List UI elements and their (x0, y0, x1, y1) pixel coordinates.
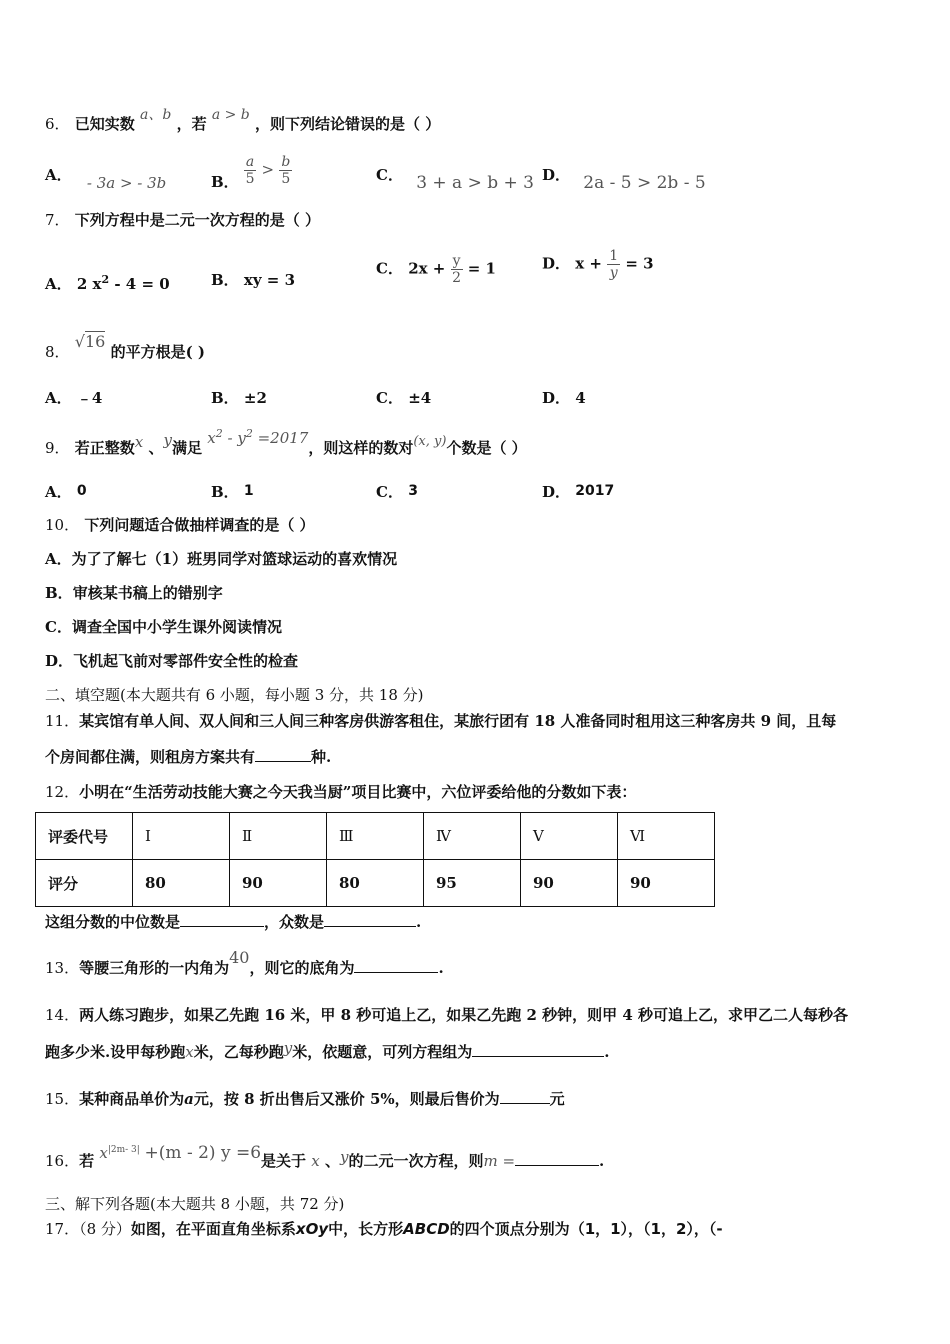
q8-number: 8． (45, 343, 70, 361)
frac-numerator: a (245, 154, 255, 170)
table-cell: 90 (521, 860, 618, 907)
q9-var-y: y (163, 431, 172, 449)
q16-var-m: m = (483, 1152, 516, 1170)
option-text: 为了了解七（1）班男同学对篮球运动的喜欢情况 (71, 550, 398, 568)
q6-option-b (211, 154, 292, 191)
q7-option-c-pre: 2x + (408, 259, 451, 278)
section-2-heading: 二、填空题(本大题共有 6 小题，每小题 3 分，共 18 分) (45, 686, 424, 704)
option-text: 4 (575, 389, 586, 407)
q17-xoy: xOy (295, 1220, 329, 1238)
q14-answer-blank[interactable] (472, 1042, 604, 1057)
q8-option-c (376, 388, 431, 408)
eq-rest: +(m - 2) y =6 (144, 1143, 262, 1163)
q7-option-b (211, 270, 295, 290)
table-cell: 95 (424, 860, 521, 907)
q14-line1 (45, 1005, 848, 1025)
q13-number: 13． (45, 959, 80, 977)
q11-text-2a: 个房间都住满，则租房方案共有 (45, 748, 256, 766)
q7-option-b-expr: xy = 3 (243, 271, 296, 289)
q9-option-a (45, 480, 87, 501)
q17-coords: （1，1），（1，2），（- (569, 1220, 723, 1238)
option-label: B． (211, 389, 239, 407)
option-label: D． (542, 254, 571, 273)
q16-mid2: 的二元一次方程，则 (348, 1152, 484, 1170)
frac-numerator: b (281, 154, 291, 170)
q6-option-c (376, 165, 534, 193)
q16-equation (99, 1144, 261, 1162)
table-cell: 80 (327, 860, 424, 907)
frac-denominator: y (609, 265, 618, 281)
eq-y-sup: 2 (245, 427, 253, 440)
q9-number: 9． (45, 439, 70, 457)
q16-end: . (599, 1152, 605, 1170)
option-text: 0 (76, 483, 87, 499)
q10-option-b (45, 583, 223, 603)
q12-mode-blank[interactable] (324, 912, 416, 927)
q6-option-b-frac1 (244, 154, 256, 187)
q12-after-c: . (416, 913, 422, 931)
q15-number: 15． (45, 1090, 80, 1108)
q6-post: ，则下列结论错误的是（ ） (255, 115, 441, 133)
q15-pre: 某种商品单价为 (79, 1090, 185, 1108)
q6-stem (45, 107, 441, 135)
q10-option-c (45, 617, 282, 637)
table-cell: 90 (618, 860, 715, 907)
q9-pair: (x, y) (413, 434, 447, 449)
q13-post: ，则它的底角为 (249, 959, 355, 977)
eq-exponent: |2m- 3| (107, 1145, 140, 1155)
eq-x-sup: 2 (215, 427, 223, 440)
option-label: C． (376, 259, 403, 278)
option-label: A． (45, 389, 72, 407)
option-label: B． (211, 483, 239, 501)
q14-end: . (604, 1043, 610, 1061)
section-3-heading: 三、解下列各题(本大题共 8 小题，共 72 分) (45, 1195, 345, 1213)
table-cell: Ⅲ (327, 813, 424, 860)
q8-radicand: 16 (84, 332, 106, 351)
q12-number: 12． (45, 783, 80, 801)
q13-angle: 40 (229, 948, 250, 967)
table-cell: Ⅱ (230, 813, 327, 860)
eq-y: y (237, 429, 246, 447)
q17-pre: 如图，在平面直角坐标系 (130, 1220, 296, 1238)
table-cell: Ⅴ (521, 813, 618, 860)
option-label: C． (45, 618, 72, 636)
q9-pre: 若正整数 (74, 439, 135, 457)
q7-text: 下列方程中是二元一次方程的是（ ） (74, 211, 321, 229)
q6-option-b-frac2 (279, 154, 292, 187)
option-label: B． (211, 172, 239, 191)
q6-option-d-expr: 2a - 5 > 2b - 5 (583, 173, 706, 193)
q14-var-y: y (283, 1039, 293, 1057)
q15-stem (45, 1089, 565, 1109)
q11-text-2b: 种. (311, 748, 332, 766)
q17-number: 17． (45, 1220, 80, 1238)
q7-option-a-post: - 4 = 0 (109, 275, 170, 293)
table-cell: Ⅰ (133, 813, 230, 860)
score-table (35, 812, 715, 907)
q8-option-d (542, 388, 586, 408)
option-label: C． (376, 389, 403, 407)
option-text: 飞机起飞前对零部件安全性的检查 (73, 652, 299, 670)
q10-number: 10． (45, 516, 80, 534)
q10-option-a (45, 549, 397, 569)
q11-answer-blank[interactable] (255, 747, 311, 762)
q16-sep: 、 (324, 1152, 340, 1170)
q14-text-2b: 米，乙每秒跑 (193, 1043, 284, 1061)
q14-number: 14． (45, 1006, 80, 1024)
q16-number: 16． (45, 1152, 80, 1170)
option-label: A． (45, 166, 72, 184)
table-cell: Ⅳ (424, 813, 521, 860)
q10-text: 下列问题适合做抽样调查的是（ ） (84, 516, 315, 534)
q17-stem (45, 1219, 723, 1239)
eq-x: x (207, 429, 216, 447)
q11-text-1: 某宾馆有单人间、双人间和三人间三种客房供游客租住，某旅行团有 18 人准备同时租用这三种客房共 9 间，且每 (79, 712, 837, 730)
q6-pre: 已知实数 (74, 115, 135, 133)
q12-stem (45, 782, 636, 802)
q7-option-c-post: = 1 (462, 259, 496, 278)
q17-score: （8 分） (79, 1220, 131, 1238)
q16-pre: 若 (79, 1152, 95, 1170)
table-cell: 80 (133, 860, 230, 907)
q6-number: 6． (45, 115, 70, 133)
option-label: D． (45, 652, 74, 670)
q9-stem (45, 427, 527, 460)
table-cell: Ⅵ (618, 813, 715, 860)
q16-answer-blank[interactable] (515, 1151, 599, 1166)
q13-answer-blank[interactable] (354, 958, 438, 973)
option-label: D． (542, 166, 571, 184)
q15-answer-blank[interactable] (500, 1089, 550, 1104)
q9-equation (207, 429, 308, 447)
q14-text-2a: 跑多少米.设甲每秒跑 (45, 1043, 186, 1061)
q9-mid: 满足 (172, 439, 203, 457)
q14-line2 (45, 1039, 610, 1062)
q12-after-a: 这组分数的中位数是 (45, 913, 181, 931)
option-text: ±4 (408, 389, 432, 407)
table-cell: 评分 (36, 860, 133, 907)
q13-end: . (438, 959, 444, 977)
option-label: D． (542, 389, 571, 407)
option-label: B． (45, 584, 73, 602)
q7-stem (45, 210, 320, 230)
table-row (36, 813, 715, 860)
q11-number: 11． (45, 712, 80, 730)
q16-stem (45, 1143, 605, 1171)
option-text: 1 (243, 483, 254, 499)
q16-var-y: y (339, 1148, 349, 1166)
eq-minus: - (222, 429, 238, 447)
q6-cond: a > b (211, 107, 250, 123)
frac-denominator: 2 (452, 270, 462, 286)
q8-option-a (45, 388, 102, 408)
q12-after-b: ，众数是 (264, 913, 325, 931)
q9-post: 个数是（ ） (446, 439, 527, 457)
q8-option-b (211, 388, 267, 408)
q15-post: 元，按 8 折出售后又涨价 5%，则最后售价为 (193, 1090, 500, 1108)
option-text: 审核某书稿上的错别字 (72, 584, 223, 602)
q7-option-d-post: = 3 (620, 254, 654, 273)
option-text: ±2 (243, 389, 267, 407)
q11-line1 (45, 711, 836, 731)
frac-numerator: 1 (609, 248, 619, 264)
q6-option-d (542, 165, 706, 193)
frac-denominator: 5 (245, 171, 255, 187)
option-label: C． (376, 166, 403, 184)
q7-number: 7． (45, 211, 70, 229)
q9-sep: 、 (148, 439, 164, 457)
q7-option-a (45, 270, 170, 294)
option-label: A． (45, 550, 72, 568)
q12-after (45, 912, 421, 932)
q16-var-x: x (311, 1152, 320, 1170)
frac-numerator: y (452, 253, 461, 269)
option-text: ﹣4 (76, 389, 103, 407)
q9-option-d (542, 480, 614, 501)
option-label: A． (45, 275, 72, 293)
q6-vars: a、b (140, 107, 172, 123)
q9-var-x: x (134, 433, 144, 451)
q8-stem (45, 332, 205, 362)
q6-option-b-op: > (261, 160, 275, 179)
eq-rhs: =2017 (252, 429, 309, 447)
q14-text-1: 两人练习跑步，如果乙先跑 16 米，甲 8 秒可追上乙，如果乙先跑 2 秒钟，则甲 4 秒可追上乙，求甲乙二人每秒各 (79, 1006, 849, 1024)
option-label: A． (45, 483, 72, 501)
q13-stem (45, 948, 444, 978)
q12-text: 小明在“生活劳动技能大赛之今天我当厨”项目比赛中，六位评委给他的分数如下表： (79, 783, 637, 801)
q13-pre: 等腰三角形的一内角为 (79, 959, 230, 977)
option-label: C． (376, 483, 403, 501)
q17-mid: 中，长方形 (328, 1220, 404, 1238)
q14-text-2c: 米，依题意，可列方程组为 (292, 1043, 473, 1061)
option-label: B． (211, 271, 239, 289)
q8-radical: √16 (74, 332, 106, 351)
q7-option-d-frac (607, 248, 620, 281)
q7-option-d (542, 248, 654, 281)
q8-text: 的平方根是( ) (110, 343, 205, 361)
q17-post: 的四个顶点分别为 (449, 1220, 570, 1238)
q7-option-a-sup: 2 (101, 273, 110, 286)
q7-option-c (376, 253, 496, 286)
q6-option-c-expr: 3 + a > b + 3 (416, 173, 534, 193)
q9-option-c (376, 480, 418, 501)
q15-end: 元 (549, 1090, 565, 1108)
q6-option-a-expr: - 3a > - 3b (86, 174, 167, 192)
table-row (36, 860, 715, 907)
q7-option-d-pre: x + (575, 254, 608, 273)
option-label: D． (542, 483, 571, 501)
option-text: 2017 (575, 483, 615, 499)
q9-option-b (211, 480, 254, 501)
q6-mid: ，若 (176, 115, 207, 133)
q7-option-c-frac (451, 253, 463, 286)
q16-mid: 是关于 (261, 1152, 307, 1170)
q10-option-d (45, 651, 298, 671)
q12-median-blank[interactable] (180, 912, 264, 927)
table-cell: 评委代号 (36, 813, 133, 860)
q7-option-a-pre: 2 x (76, 275, 102, 293)
option-text: 3 (408, 483, 418, 499)
q14-var-x: x (185, 1043, 194, 1061)
q6-option-a (45, 165, 167, 192)
option-text: 调查全国中小学生课外阅读情况 (71, 618, 282, 636)
eq-x: x (99, 1144, 108, 1162)
frac-denominator: 5 (281, 171, 291, 187)
q10-stem (45, 515, 315, 535)
q17-abcd: ABCD (403, 1220, 450, 1238)
table-cell: 90 (230, 860, 327, 907)
q15-var-a: a (184, 1090, 194, 1108)
q9-mid2: ，则这样的数对 (308, 439, 414, 457)
q11-line2 (45, 747, 331, 767)
